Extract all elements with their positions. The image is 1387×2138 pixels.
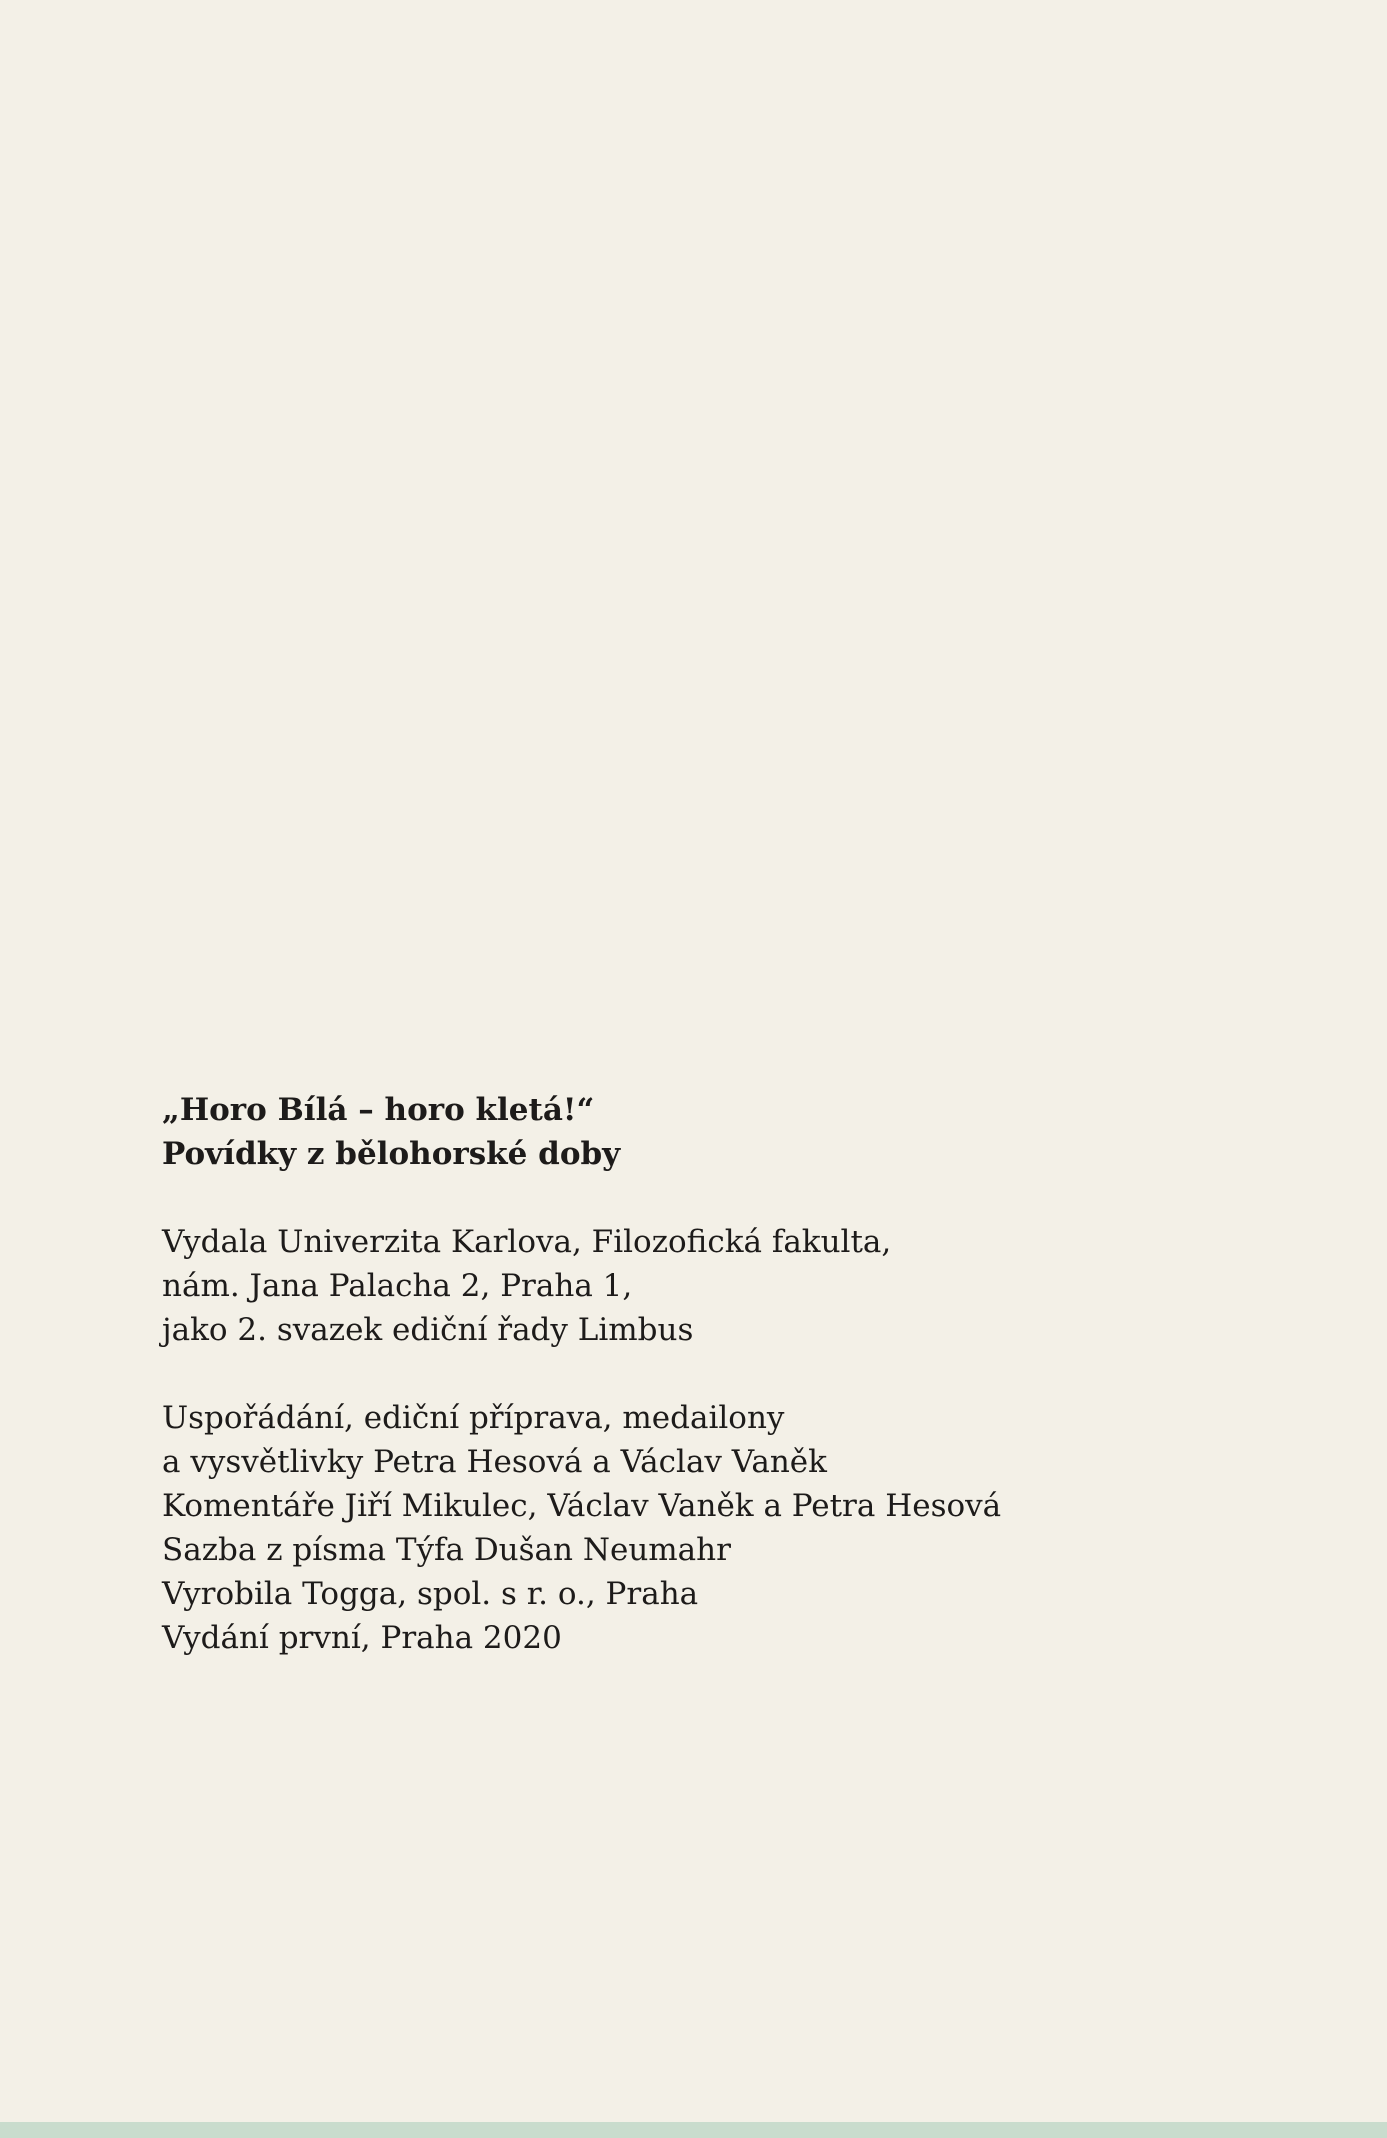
book-subtitle: Povídky z bělohorské doby <box>162 1136 621 1172</box>
book-title-block <box>162 1088 1262 1176</box>
credits-line: Uspořádání, ediční příprava, medailony <box>162 1400 785 1436</box>
edition-line: Vydání první, Praha 2020 <box>162 1620 562 1656</box>
publisher-line: Vydala Univerzita Karlova, Filozofická fakulta, <box>162 1224 892 1260</box>
credits-line: a vysvětlivky Petra Hesová a Václav Vaněk <box>162 1444 827 1480</box>
publisher-address-line: nám. Jana Palacha 2, Praha 1, <box>162 1268 633 1304</box>
credits-info <box>162 1396 1262 1660</box>
commentary-line: Komentáře Jiří Mikulec, Václav Vaněk a Petra Hesová <box>162 1488 1002 1524</box>
printer-line: Vyrobila Togga, spol. s r. o., Praha <box>162 1576 699 1612</box>
publisher-info <box>162 1220 1262 1352</box>
book-title: „Horo Bílá – horo kletá!“ <box>162 1092 595 1128</box>
imprint-block <box>162 1088 1262 1704</box>
page-bottom-edge <box>0 2122 1387 2138</box>
typeface-line: Sazba z písma Týfa Dušan Neumahr <box>162 1532 731 1568</box>
series-line: jako 2. svazek ediční řady Limbus <box>162 1312 694 1348</box>
